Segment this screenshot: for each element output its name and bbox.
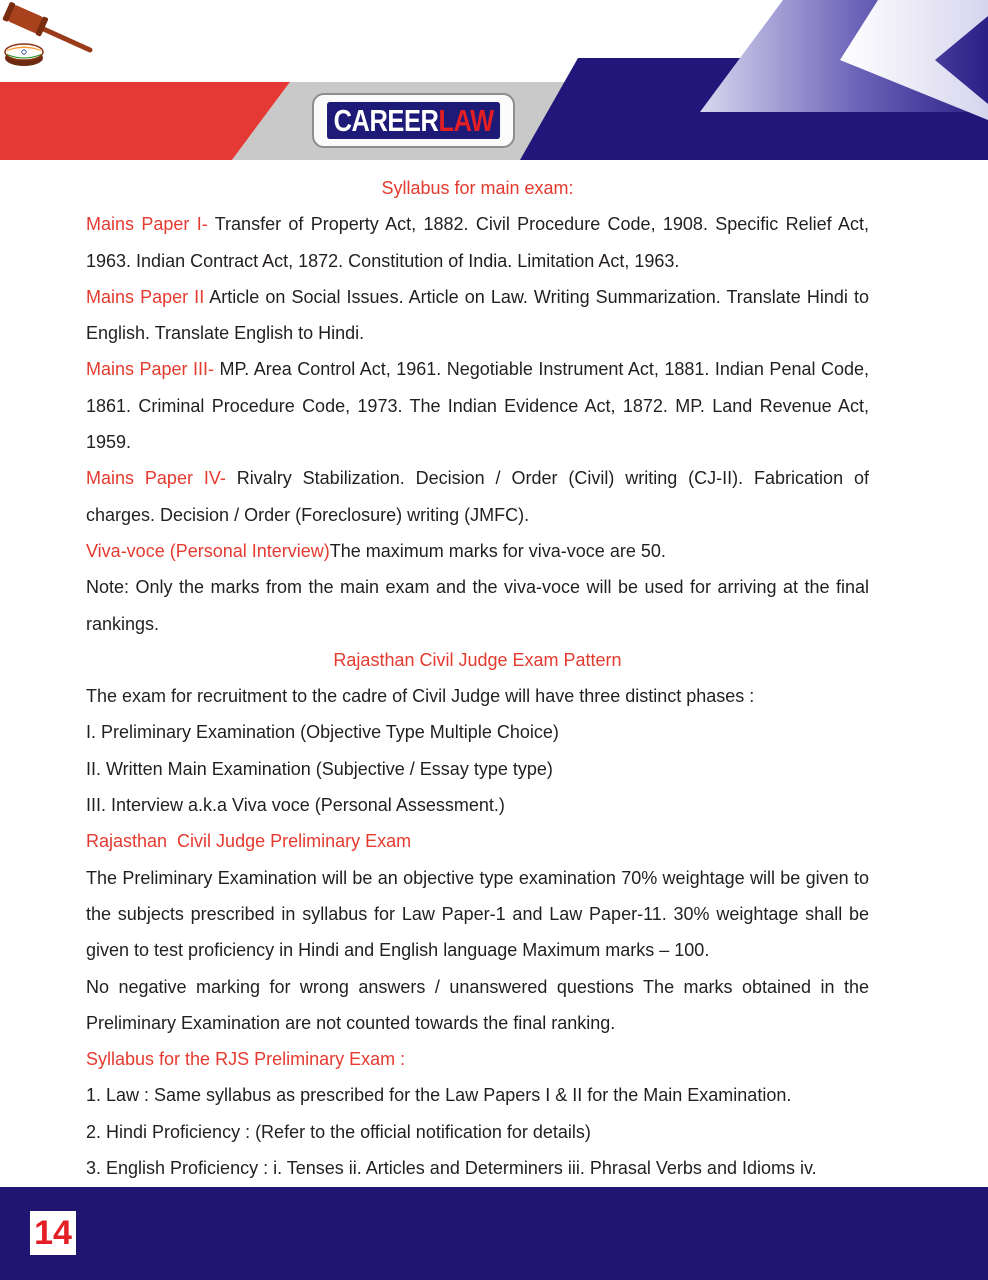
viva-voce-label: Viva-voce (Personal Interview)	[86, 540, 330, 561]
brand-logo	[312, 93, 515, 148]
rjs-item: 1. Law : Same syllabus as prescribed for the Law Papers I & II for the Main Examination.	[86, 1085, 792, 1106]
rjs-syllabus-title: Syllabus for the RJS Preliminary Exam :	[86, 1049, 406, 1070]
brand-law-text: LAW	[438, 103, 494, 139]
pattern-intro: The exam for recruitment to the cadre of Civil Judge will have three distinct phases :	[86, 686, 755, 707]
rjs-item: 2. Hindi Proficiency : (Refer to the official notification for details)	[86, 1121, 591, 1142]
note-paragraph: Note: Only the marks from the main exam and the viva-voce will be used for arriving at the final rankings.	[86, 577, 869, 634]
prelim-title: Rajasthan Civil Judge Preliminary Exam	[86, 831, 412, 852]
mains-paper-3	[86, 351, 869, 460]
mains-paper-4	[86, 460, 869, 533]
viva-voce-text: The maximum marks for viva-voce are 50.	[329, 540, 666, 561]
prelim-paragraph-2: No negative marking for wrong answers / unanswered questions The marks obtained in the Preliminary Examination are not counted towards the final ranking.	[86, 976, 869, 1033]
mains-paper-4-text: Rivalry Stabilization. Decision / Order (Civil) writing (CJ-II). Fabrication of charges. Decision / Order (Foreclosure) writing (JMFC).	[86, 468, 869, 525]
main-content	[86, 170, 869, 1186]
rjs-item: 3. English Proficiency : i. Tenses ii. Articles and Determiners iii. Phrasal Verbs and Idioms iv.	[86, 1158, 817, 1179]
india-flag-icon	[5, 44, 43, 66]
phase-item: II. Written Main Examination (Subjective / Essay type type)	[86, 758, 553, 779]
mains-paper-2-text: Article on Social Issues. Article on Law. Writing Summarization. Translate Hindi to English. Translate English to Hindi.	[86, 286, 869, 344]
page-footer	[0, 1187, 988, 1280]
brand-career-text: CAREER	[333, 103, 439, 139]
mains-paper-2-label: Mains Paper II	[86, 286, 205, 307]
mains-paper-2	[86, 279, 869, 352]
mains-paper-1	[86, 206, 869, 279]
phase-item: I. Preliminary Examination (Objective Type Multiple Choice)	[86, 722, 559, 743]
mains-paper-3-label: Mains Paper III-	[86, 359, 215, 380]
section-title-mains: Syllabus for main exam:	[381, 178, 574, 198]
gavel-icon	[0, 0, 95, 70]
mains-paper-1-label: Mains Paper I-	[86, 214, 208, 235]
mains-paper-1-text: Transfer of Property Act, 1882. Civil Procedure Code, 1908. Specific Relief Act, 1963. Indian Contract Act, 1872. Constitution of India. Limitation Act, 1963.	[86, 214, 869, 271]
prelim-paragraph-1: The Preliminary Examination will be an objective type examination 70% weightage will be given to the subjects prescribed in syllabus for Law Paper-1 and Law Paper-11. 30% weightage shall be given to test proficiency in Hindi and English language Maximum marks – 100.	[86, 867, 869, 961]
page-number: 14	[30, 1211, 76, 1255]
phase-item: III. Interview a.k.a Viva voce (Personal Assessment.)	[86, 795, 505, 816]
section-title-pattern: Rajasthan Civil Judge Exam Pattern	[333, 649, 622, 670]
viva-voce	[86, 533, 869, 569]
mains-paper-3-text: MP. Area Control Act, 1961. Negotiable Instrument Act, 1881. Indian Penal Code, 1861. Criminal Procedure Code, 1973. The Indian Evidence Act, 1872. MP. Land Revenue Act, 1959.	[86, 359, 869, 453]
mains-paper-4-label: Mains Paper IV-	[86, 468, 226, 489]
page-header	[0, 0, 988, 165]
brand-wordmark	[327, 102, 500, 139]
